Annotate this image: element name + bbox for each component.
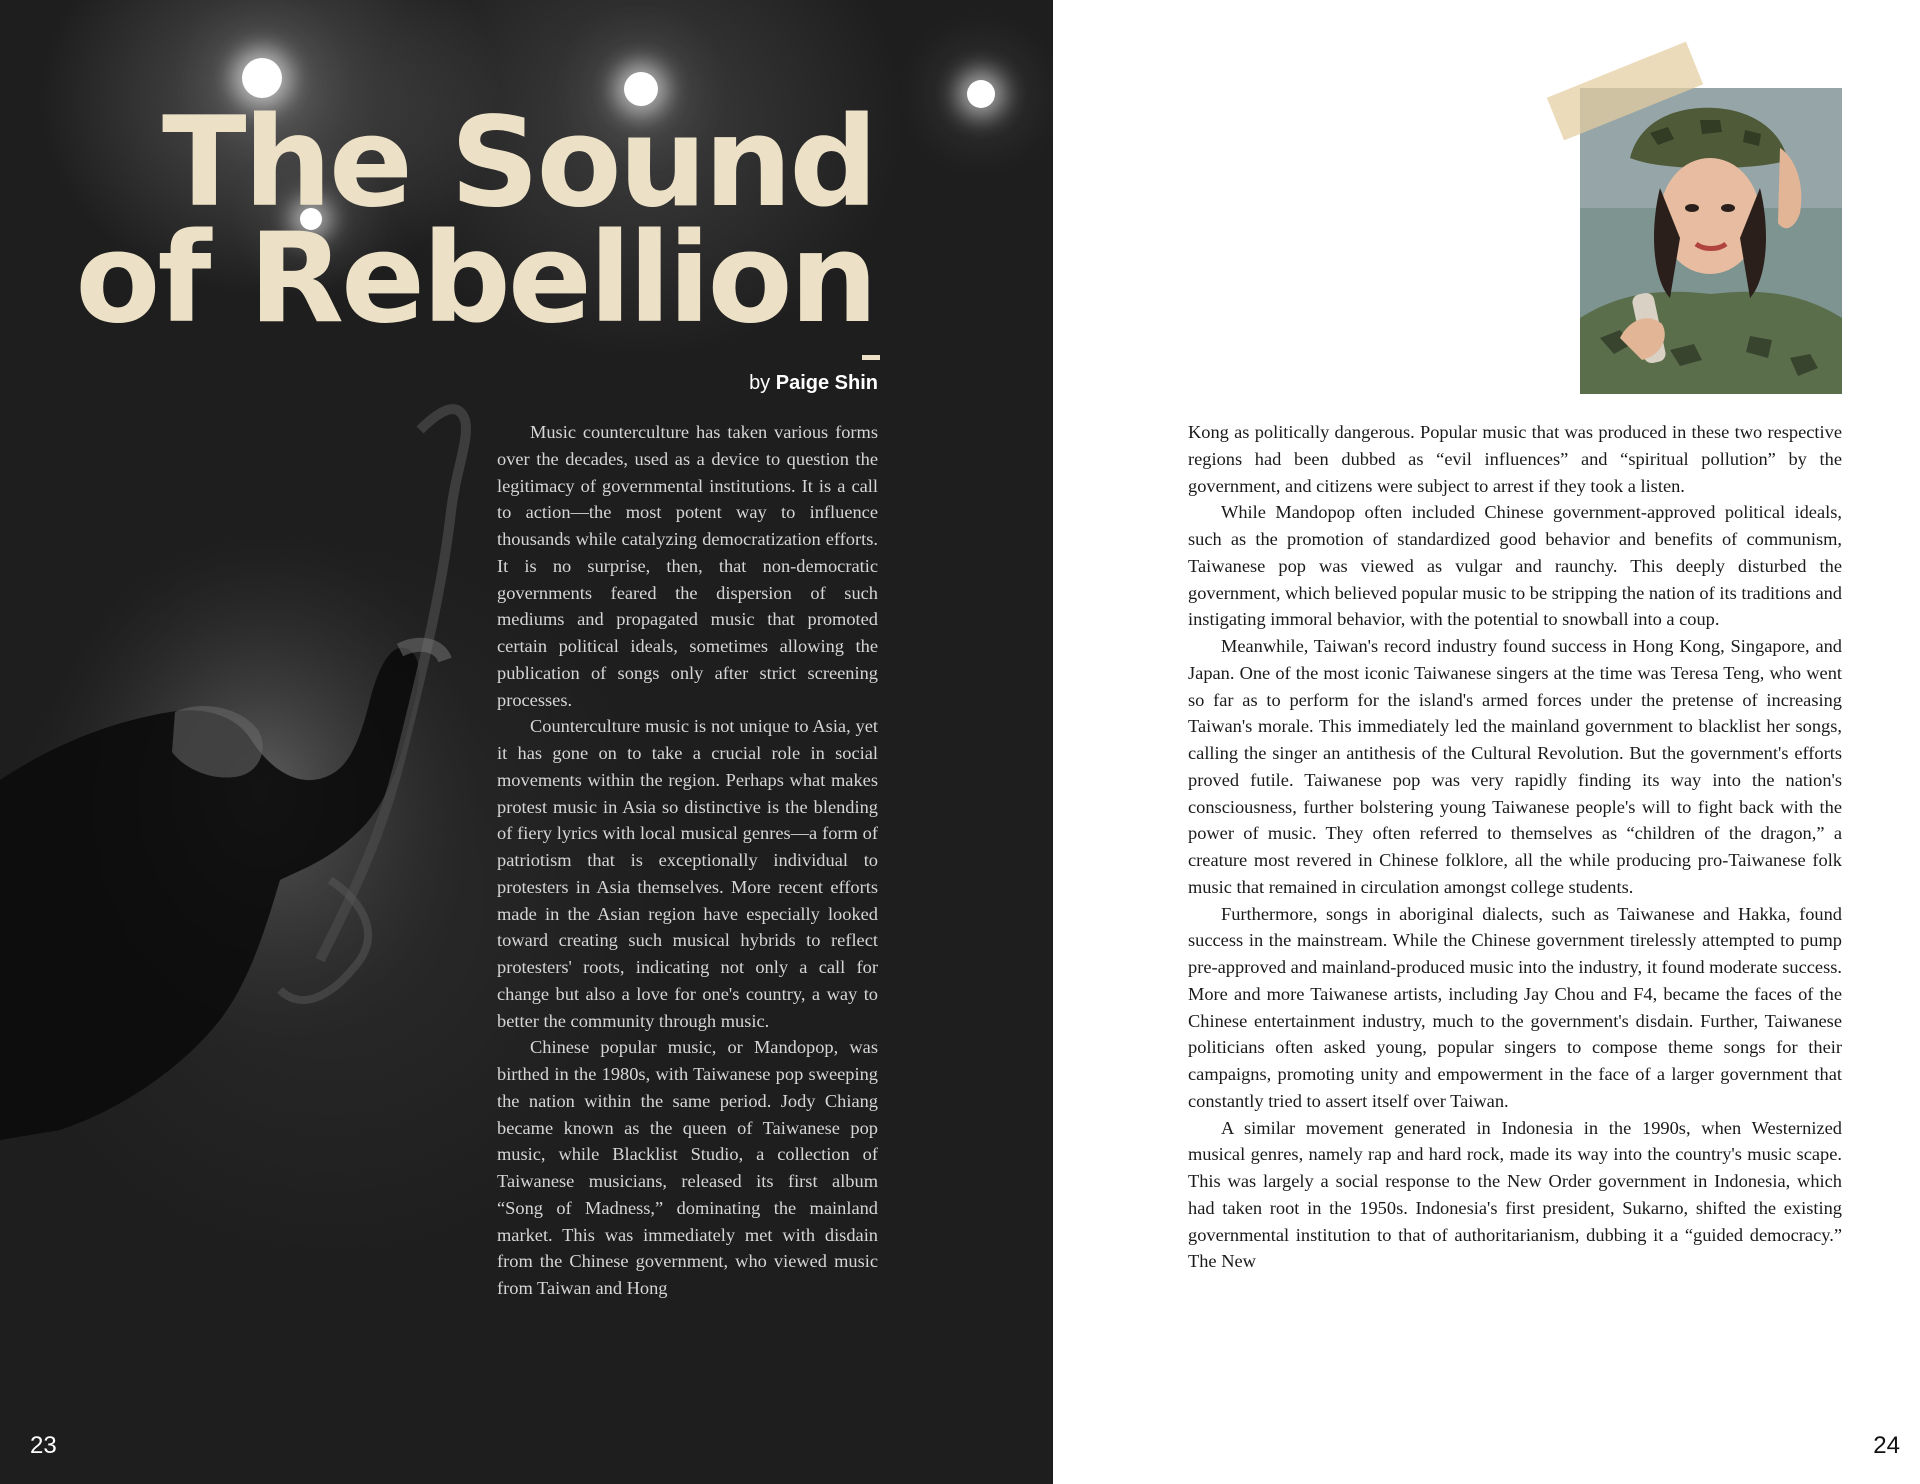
author-name: Paige Shin	[775, 372, 878, 394]
article-title	[75, 91, 875, 351]
page-number: 23	[30, 1432, 57, 1459]
singer-photo-illustration	[1580, 88, 1842, 394]
paragraph: Kong as politically dangerous. Popular music that was produced in these two respective regions had been dubbed as “evil influences” and “spiritual pollution” by the government, and citizens were subject to arrest if they took a listen.	[1188, 422, 1842, 496]
page-number: 24	[1873, 1432, 1900, 1459]
title-line-2: of Rebellion	[75, 207, 875, 351]
title-divider	[862, 355, 880, 360]
byline-prefix: by	[749, 372, 771, 394]
stage-light	[967, 80, 995, 108]
paragraph: Chinese popular music, or Mandopop, was birthed in the 1980s, with Taiwanese pop sweeping the nation within the same period. Jody Chiang became known as the queen of Taiwanese pop music, while Blacklist Studio, a collection of Taiwanese musicians, released its first album “Song of Madness,” dominating the mainland market. This was immediately met with disdain from the Chinese government, who viewed music from Taiwan and Hong	[497, 1037, 878, 1298]
left-page-body	[497, 419, 878, 1302]
paragraph: Counterculture music is not unique to Asia, yet it has gone on to take a crucial role in social movements within the region. Perhaps what makes protest music in Asia so distinctive is the blending of fiery lyrics with local musical genres—a form of patriotism that is exceptionally individual to protesters in Asia themselves. More recent efforts made in the Asian region have especially looked toward creating such musical hybrids to reflect protesters' roots, indicating not only a call for change but also a love for one's country, a way to better the community through music.	[497, 716, 878, 1031]
paragraph: Meanwhile, Taiwan's record industry found success in Hong Kong, Singapore, and Japan. One of the most iconic Taiwanese singers at the time was Teresa Teng, who went so far as to perform for the island's armed forces under the pretense of increasing Taiwan's morale. This immediately led the mainland government to blacklist her songs, calling the singer an antithesis of the Cultural Revolution. But the government's efforts proved futile. Taiwanese pop was very rapidly finding its way into the nation's consciousness, further bolstering young Taiwanese people's will to fight back with the power of music. They often referred to themselves as “children of the dragon,” a creature most revered in Chinese folklore, all the while producing pro-Taiwanese folk music that remained in circulation amongst college students.	[1188, 636, 1842, 897]
paragraph: A similar movement generated in Indonesia in the 1990s, when Westernized musical genres, namely rap and hard rock, made its way into the country's music scape. This was largely a social response to the New Order government in Indonesia, which had taken root in the 1950s. Indonesia's first president, Sukarno, shifted the existing governmental institution to that of authoritarianism, dubbing it a “guided democracy.” The New	[1188, 1117, 1842, 1272]
right-page-body	[1188, 419, 1842, 1275]
paragraph: Music counterculture has taken various forms over the decades, used as a device to question the legitimacy of governmental institutions. It is a call to action—the most potent way to influence thousands while catalyzing democratization efforts. It is no surprise, then, that non-democratic governments feared the dispersion of such mediums and propagated music that promoted certain political ideals, sometimes allowing the publication of songs only after strict screening processes.	[497, 422, 878, 710]
paragraph: While Mandopop often included Chinese government-approved political ideals, such as the promotion of standardized good behavior and benefits of communism, Taiwanese pop was viewed as vulgar and raunchy. This deeply disturbed the government, which believed popular music to be stripping the nation of its traditions and instigating immoral behavior, with the potential to snowball into a coup.	[1188, 502, 1842, 630]
singer-photo	[1580, 88, 1842, 394]
paragraph: Furthermore, songs in aboriginal dialects, such as Taiwanese and Hakka, found success in the mainstream. While the Chinese government tirelessly attempted to pump pre-approved and mainland-produced music into the industry, it found moderate success. More and more Taiwanese artists, including Jay Chou and F4, became the faces of the Chinese entertainment industry, much to the government's disdain. Further, Taiwanese politicians often asked young, popular singers to compose theme songs for their campaigns, promoting unity and empowerment in the face of a larger government that constantly tried to assert itself over Taiwan.	[1188, 903, 1842, 1111]
photo-image	[1580, 88, 1842, 394]
byline	[749, 372, 878, 395]
title-line-1: The Sound	[162, 91, 875, 235]
